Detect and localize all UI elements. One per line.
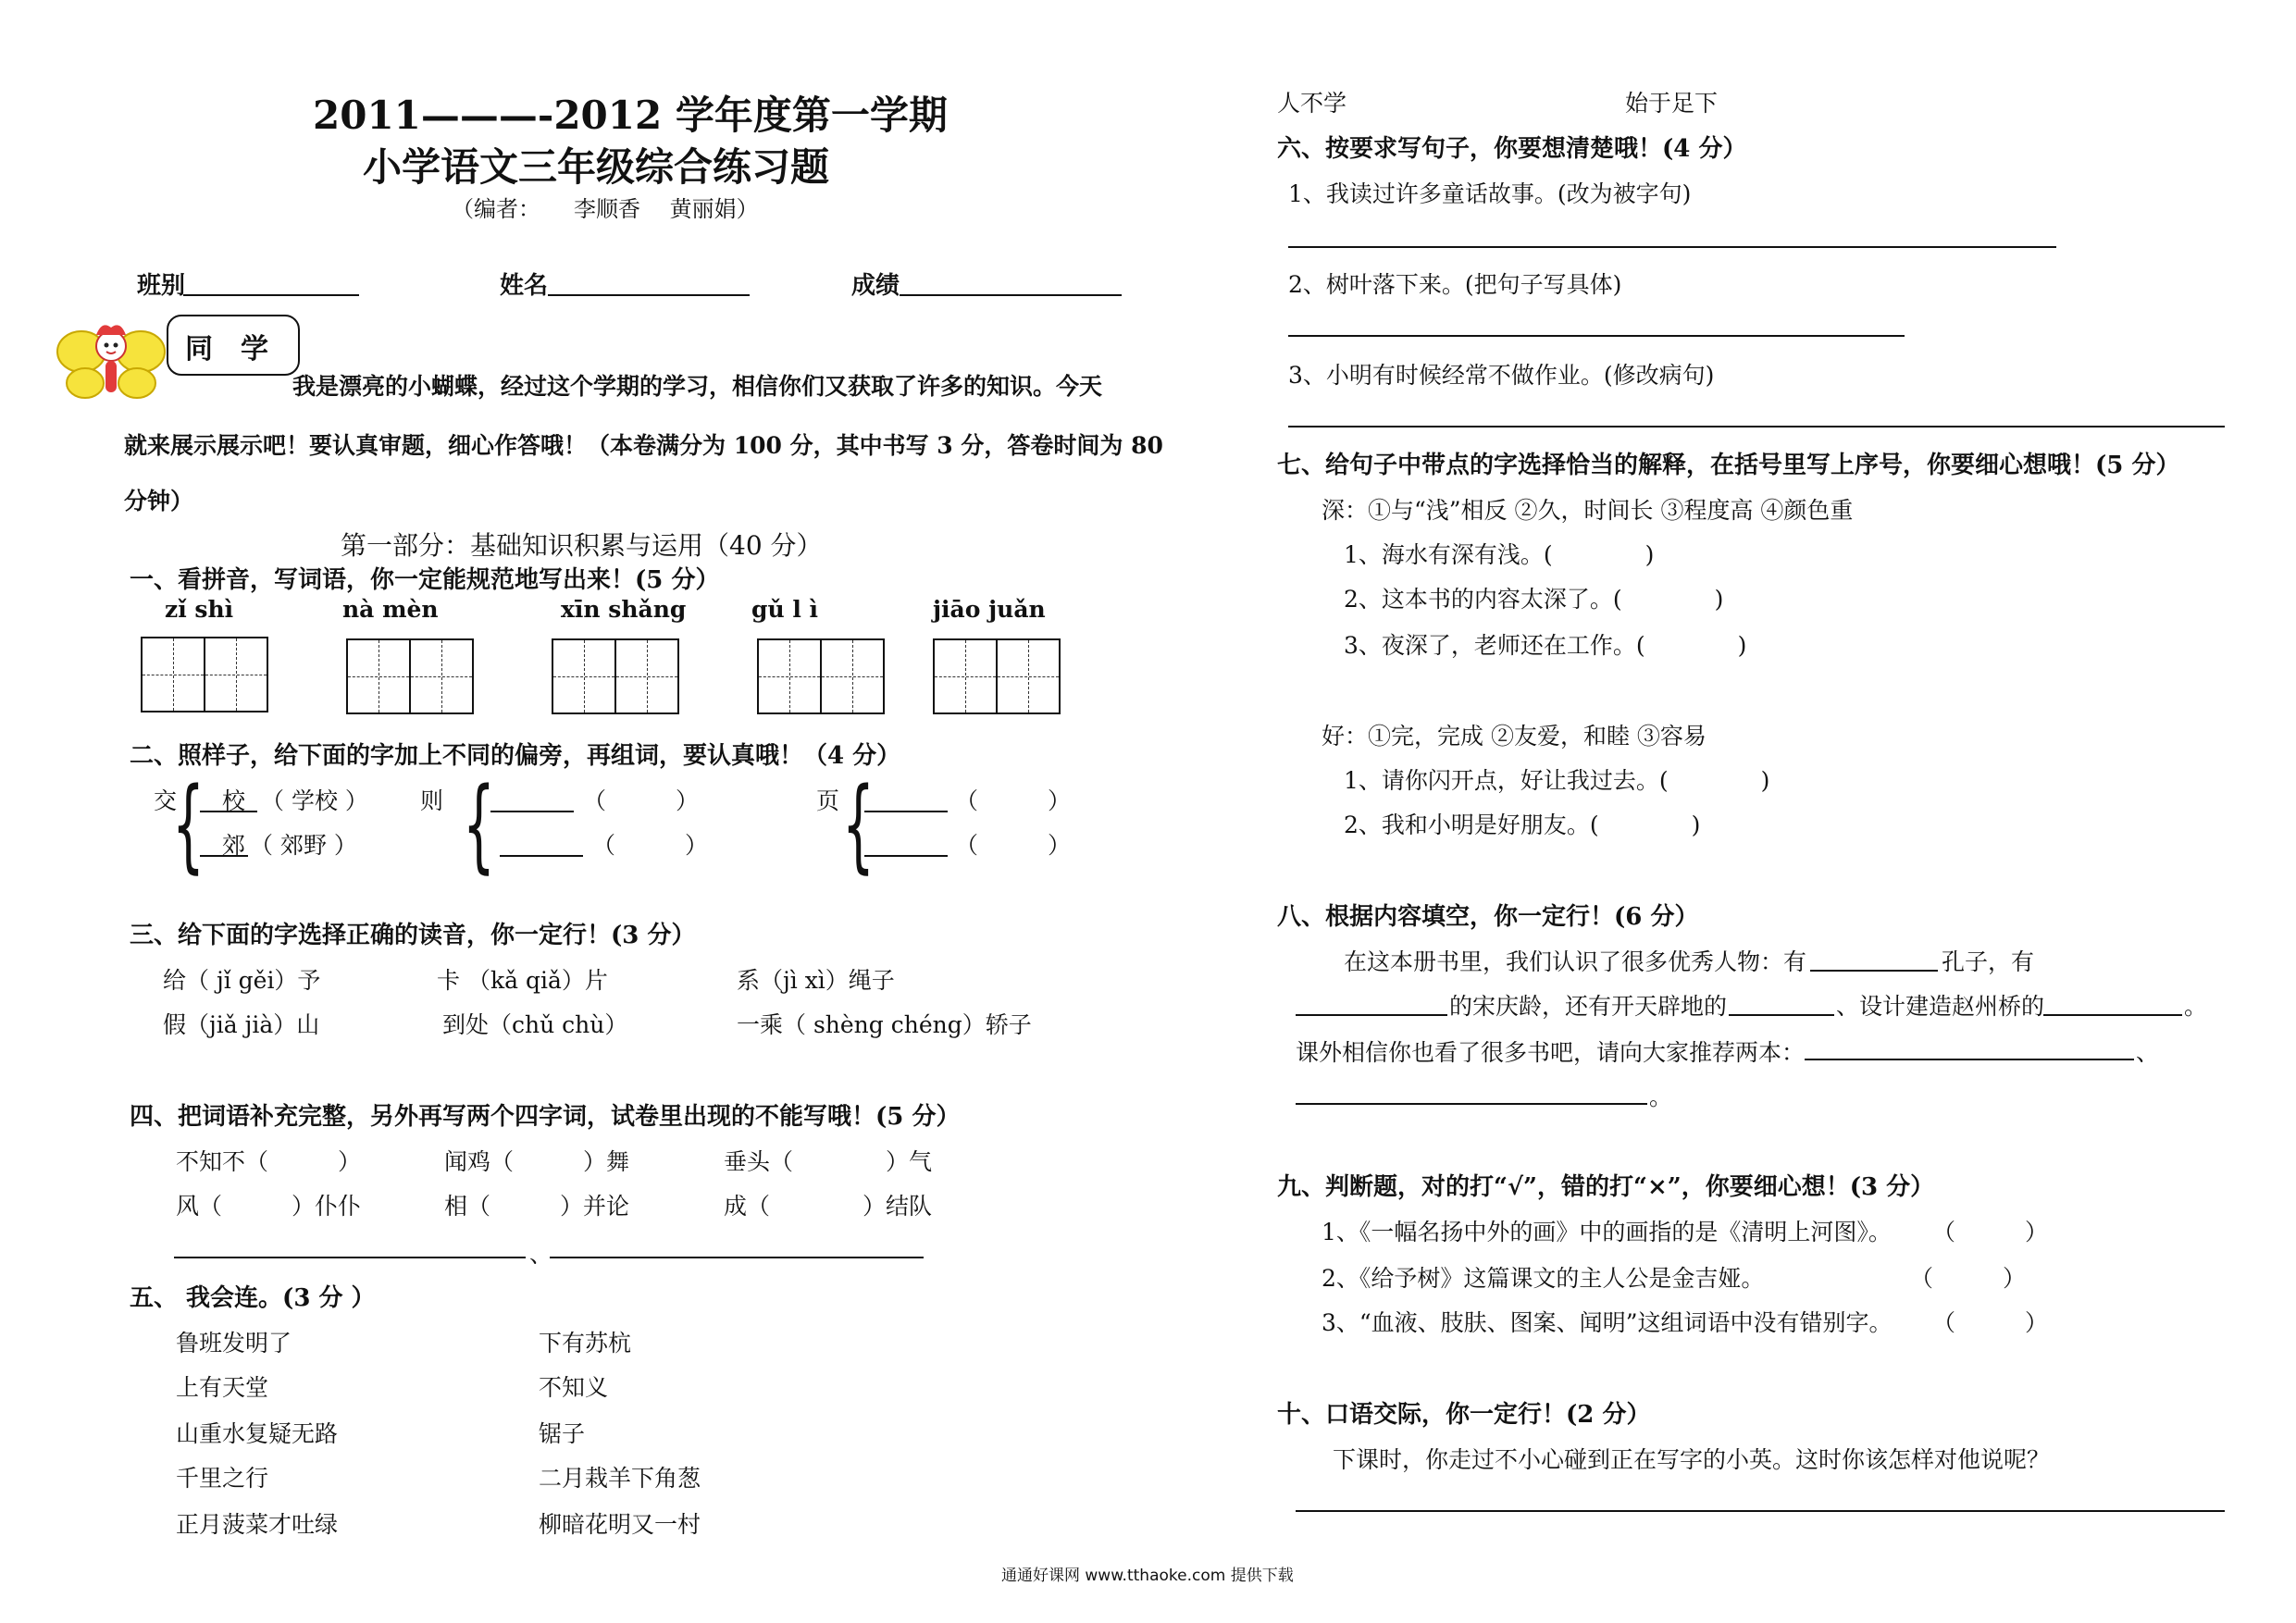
q7-title: 七、给句子中带点的字选择恰当的解释，在括号里写上序号，你要细心想哦！(5 分）: [1277, 452, 2180, 479]
q8-blank-5[interactable]: [1805, 1059, 2134, 1060]
class-field[interactable]: [183, 294, 359, 296]
q3-item-1: 给（ jǐ gěi）予: [163, 967, 321, 994]
q5-right-5: 柳暗花明又一村: [539, 1511, 701, 1538]
q7-hao-item-2: 2、我和小明是好朋友。( ): [1344, 812, 1701, 838]
q4-blank-2[interactable]: [550, 1257, 924, 1258]
q2-brace-3: {: [842, 765, 875, 884]
q8-text-1: 在这本册书里，我们认识了很多优秀人物：有: [1344, 948, 1807, 975]
q8-blank-6[interactable]: [1296, 1103, 1647, 1105]
q10-answer[interactable]: [1296, 1510, 2225, 1512]
q8-title: 八、根据内容填空，你一定行！(6 分）: [1277, 903, 1699, 931]
q1-grid-1[interactable]: [141, 637, 268, 712]
q5-left-2: 上有天堂: [176, 1374, 269, 1401]
class-label: 班别: [137, 272, 186, 300]
q3-item-5: 到处（chǔ chù）: [442, 1011, 628, 1038]
q9-paren-1[interactable]: （ ）: [1932, 1219, 2049, 1245]
q5-left-4: 千里之行: [176, 1465, 269, 1492]
q2-word-1b: 郊: [222, 832, 246, 859]
q10-text: 下课时，你走过不小心碰到正在写字的小英。这时你该怎样对他说呢？: [1333, 1446, 2051, 1473]
q6-answer-1[interactable]: [1288, 246, 2056, 248]
intro-line-1: 我是漂亮的小蝴蝶，经过这个学期的学习，相信你们又获取了许多的知识。今天: [292, 373, 1103, 400]
q7-shen-def: 深：①与“浅”相反 ②久，时间长 ③程度高 ④颜色重: [1322, 497, 1854, 524]
q7-shen-item-3: 3、夜深了，老师还在工作。( ): [1344, 632, 1747, 659]
q1-grid-3[interactable]: [552, 638, 679, 714]
butterfly-icon: [56, 315, 167, 407]
q3-item-2: 卡 （kǎ qiǎ）片: [437, 967, 608, 994]
q2-word-1a: 校: [222, 787, 246, 814]
q4-item-2: 闻鸡（ ）舞: [444, 1148, 630, 1175]
q8-text-7: 、: [2136, 1039, 2160, 1066]
q6-title: 六、按要求写句子，你要想清楚哦！(4 分）: [1277, 135, 1747, 163]
q2-blank-2b[interactable]: [500, 855, 583, 857]
q2-char-3: 页: [816, 787, 840, 814]
q1-pinyin-3: xīn shǎng: [561, 596, 687, 623]
q1-grid-5[interactable]: [933, 638, 1061, 714]
q1-grid-2[interactable]: [346, 638, 474, 714]
q4-item-1: 不知不（ ）: [176, 1148, 362, 1175]
q5-title: 五、 我会连。(3 分 ）: [130, 1284, 376, 1312]
q7-hao-item-1: 1、请你闪开点，好让我过去。( ): [1344, 767, 1770, 794]
q2-brace-2: {: [463, 765, 495, 884]
q6-item-2: 2、树叶落下来。(把句子写具体): [1288, 271, 1622, 298]
q4-item-3: 垂头（ ）气: [724, 1148, 933, 1175]
q8-text-2: 孔子，有: [1942, 948, 2035, 975]
q9-paren-3[interactable]: （ ）: [1932, 1309, 2049, 1336]
q3-title: 三、给下面的字选择正确的读音，你一定行！(3 分）: [130, 922, 696, 949]
q2-title: 二、照样子，给下面的字加上不同的偏旁，再组词，要认真哦！（4 分）: [130, 742, 901, 770]
q4-title: 四、把词语补充完整，另外再写两个四字词，试卷里出现的不能写哦！(5 分）: [130, 1103, 961, 1131]
q4-item-6: 成（ ）结队: [724, 1193, 933, 1220]
q7-shen-item-2: 2、这本书的内容太深了。( ): [1344, 586, 1724, 613]
score-label: 成绩: [851, 272, 900, 300]
q2-blank-3a[interactable]: [864, 811, 948, 812]
q1-pinyin-4: gǔ l ì: [751, 596, 819, 623]
q8-text-3: 的宋庆龄，还有开天辟地的: [1449, 993, 1728, 1020]
q3-item-3: 系（jì xì）绳子: [737, 967, 895, 994]
q2-paren-1a: （ 学校 ）: [261, 787, 368, 814]
q2-paren-3b: （ ）: [955, 832, 1072, 859]
q5-left-3: 山重水复疑无路: [176, 1420, 339, 1447]
q2-paren-2b: （ ）: [592, 832, 709, 859]
q5-right-3: 锯子: [539, 1420, 586, 1447]
q6-answer-3[interactable]: [1288, 426, 2225, 427]
q1-title: 一、看拼音，写词语，你一定能规范地写出来！(5 分）: [130, 566, 720, 594]
title-line-1: 2011———-2012 学年度第一学期: [313, 93, 948, 138]
q3-item-6: 一乘（ shèng chéng）轿子: [737, 1011, 1032, 1038]
q1-pinyin-1: zǐ shì: [165, 596, 234, 623]
q5-right-4: 二月栽羊下角葱: [539, 1465, 701, 1492]
q8-blank-1[interactable]: [1810, 970, 1938, 972]
q9-item-3: 3、“血液、肢肤、图案、闻明”这组词语中没有错别字。: [1322, 1309, 1893, 1336]
q8-text-6: 课外相信你也看了很多书吧，请向大家推荐两本：: [1296, 1039, 1806, 1066]
footer-credit: 通通好课网 www.tthaoke.com 提供下载: [1001, 1567, 1294, 1585]
score-field[interactable]: [900, 294, 1122, 296]
q6-item-1: 1、我读过许多童话故事。(改为被字句): [1288, 180, 1692, 207]
q10-title: 十、口语交际，你一定行！(2 分）: [1277, 1401, 1651, 1429]
q9-title: 九、判断题，对的打“√”，错的打“×”，你要细心想！(3 分）: [1277, 1173, 1935, 1201]
name-label: 姓名: [500, 272, 549, 300]
q2-brace-1: {: [172, 765, 205, 884]
q4-blank-1[interactable]: [174, 1257, 526, 1258]
intro-line-2: 就来展示展示吧！要认真审题，细心作答哦！（本卷满分为 100 分，其中书写 3 分，答卷时间为 80: [124, 432, 1163, 459]
editors: （编者： 李顺香 黄丽娟）: [452, 196, 759, 222]
q4-item-5: 相（ ）并论: [444, 1193, 630, 1220]
q5-right-2: 不知义: [539, 1374, 609, 1401]
q4-separator: 、: [529, 1241, 553, 1268]
q2-paren-1b: （ 郊野 ）: [250, 832, 357, 859]
q5-right-1: 下有苏杭: [539, 1330, 632, 1357]
part1-title: 第一部分：基础知识积累与运用（40 分）: [341, 530, 823, 561]
q5-cont-left: 人不学: [1277, 90, 1347, 117]
q2-underline-1a: [200, 811, 257, 812]
title-line-2: 小学语文三年级综合练习题: [363, 144, 830, 190]
q8-text-8: 。: [1649, 1084, 1673, 1110]
q4-item-4: 风（ ）仆仆: [176, 1193, 362, 1220]
q6-answer-2[interactable]: [1288, 335, 1905, 337]
q8-blank-2[interactable]: [1296, 1014, 1447, 1016]
q9-paren-2[interactable]: （ ）: [1910, 1265, 2027, 1292]
q7-shen-item-1: 1、海水有深有浅。( ): [1344, 541, 1655, 568]
name-field[interactable]: [548, 294, 750, 296]
q2-underline-1b: [200, 855, 248, 857]
q5-left-1: 鲁班发明了: [176, 1330, 292, 1357]
q2-paren-2a: （ ）: [583, 787, 700, 814]
q5-left-5: 正月菠菜才吐绿: [176, 1511, 339, 1538]
q3-item-4: 假（jiǎ jià）山: [163, 1011, 320, 1038]
q1-pinyin-2: nà mèn: [342, 596, 439, 623]
q1-grid-4[interactable]: [757, 638, 885, 714]
q9-item-1: 1、《一幅名扬中外的画》中的画指的是《清明上河图》。: [1322, 1219, 1892, 1245]
q8-text-4: 、设计建造赵州桥的: [1836, 993, 2045, 1020]
intro-line-3: 分钟）: [124, 488, 194, 514]
q7-hao-def: 好：①完，完成 ②友爱，和睦 ③容易: [1322, 723, 1706, 750]
q8-blank-3[interactable]: [1729, 1014, 1834, 1016]
q5-cont-right: 始于足下: [1625, 90, 1719, 117]
q6-item-3: 3、小明有时候经常不做作业。(修改病句): [1288, 362, 1715, 389]
q2-blank-2a[interactable]: [490, 811, 574, 812]
q8-text-5: 。: [2184, 993, 2208, 1020]
q2-char-1: 交: [154, 787, 178, 814]
q9-item-2: 2、《给予树》这篇课文的主人公是金吉娅。: [1322, 1265, 1765, 1292]
q1-pinyin-5: jiāo juǎn: [933, 596, 1046, 623]
q2-paren-3a: （ ）: [955, 787, 1072, 814]
q8-blank-4[interactable]: [2043, 1014, 2182, 1016]
q2-blank-3b[interactable]: [864, 855, 948, 857]
q2-char-2: 则: [420, 787, 444, 814]
speech-bubble-text: 同 学: [185, 333, 268, 365]
